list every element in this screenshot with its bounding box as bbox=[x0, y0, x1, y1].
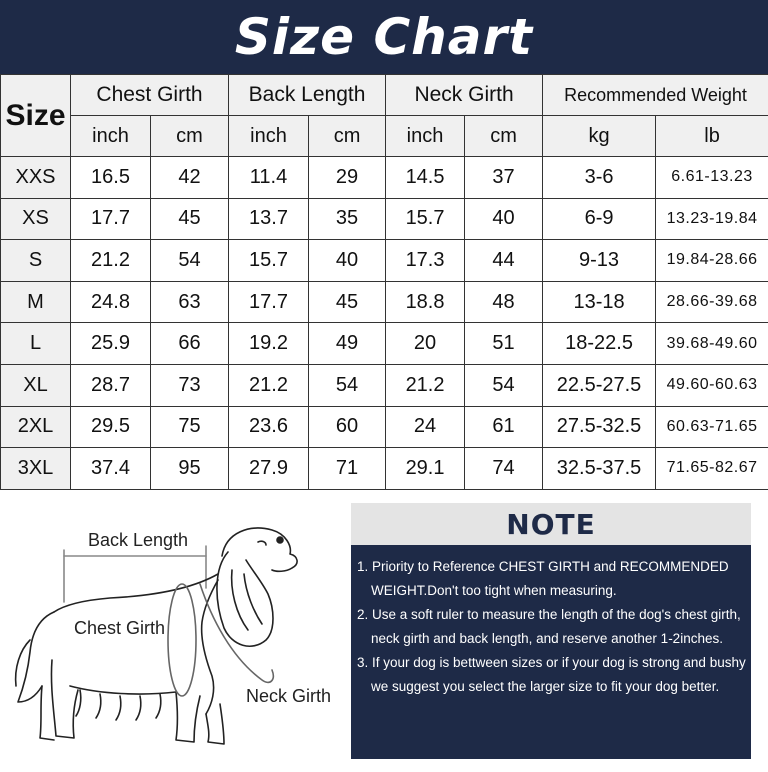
back-length-label: Back Length bbox=[88, 530, 188, 551]
table-cell: 45 bbox=[151, 198, 229, 240]
table-cell: 24 bbox=[386, 406, 465, 448]
table-cell: 17.7 bbox=[71, 198, 151, 240]
size-cell: 2XL bbox=[1, 406, 71, 448]
table-cell: 13.23-19.84 bbox=[656, 198, 768, 240]
table-cell: 18.8 bbox=[386, 281, 465, 323]
table-cell: 27.5-32.5 bbox=[543, 406, 656, 448]
size-cell: M bbox=[1, 281, 71, 323]
table-cell: 13.7 bbox=[229, 198, 309, 240]
table-cell: 9-13 bbox=[543, 240, 656, 282]
note-title: NOTE bbox=[351, 503, 751, 545]
table-cell: 44 bbox=[465, 240, 543, 282]
note-list bbox=[357, 555, 747, 699]
table-cell: 29.5 bbox=[71, 406, 151, 448]
table-cell: 29 bbox=[309, 157, 386, 199]
size-table bbox=[0, 74, 768, 490]
note-item: 3. If your dog is bettween sizes or if your dog is strong and bushy we suggest you select the larger size to fit your dog better. bbox=[357, 651, 747, 699]
unit-header: kg bbox=[543, 116, 656, 157]
table-cell: 21.2 bbox=[229, 364, 309, 406]
table-cell: 28.66-39.68 bbox=[656, 281, 768, 323]
table-cell: 29.1 bbox=[386, 448, 465, 490]
chest-girth-header: Chest Girth bbox=[71, 75, 229, 116]
size-cell: L bbox=[1, 323, 71, 365]
table-cell: 54 bbox=[151, 240, 229, 282]
table-cell: 17.3 bbox=[386, 240, 465, 282]
table-cell: 95 bbox=[151, 448, 229, 490]
size-cell: S bbox=[1, 240, 71, 282]
table-cell: 48 bbox=[465, 281, 543, 323]
dog-measurement-diagram bbox=[0, 490, 350, 768]
table-cell: 28.7 bbox=[71, 364, 151, 406]
table-cell: 45 bbox=[309, 281, 386, 323]
table-row bbox=[1, 240, 768, 282]
table-cell: 23.6 bbox=[229, 406, 309, 448]
table-cell: 39.68-49.60 bbox=[656, 323, 768, 365]
unit-header: inch bbox=[229, 116, 309, 157]
table-cell: 15.7 bbox=[229, 240, 309, 282]
size-cell: XL bbox=[1, 364, 71, 406]
unit-header: cm bbox=[151, 116, 229, 157]
table-cell: 60.63-71.65 bbox=[656, 406, 768, 448]
table-cell: 6.61-13.23 bbox=[656, 157, 768, 199]
table-cell: 74 bbox=[465, 448, 543, 490]
unit-header: cm bbox=[465, 116, 543, 157]
table-cell: 27.9 bbox=[229, 448, 309, 490]
table-cell: 73 bbox=[151, 364, 229, 406]
table-cell: 21.2 bbox=[71, 240, 151, 282]
table-cell: 13-18 bbox=[543, 281, 656, 323]
page-title: Size Chart bbox=[235, 8, 533, 66]
note-item: 2. Use a soft ruler to measure the length of the dog's chest girth, neck girth and back length, and reserve another 1-2inches. bbox=[357, 603, 747, 651]
table-cell: 3-6 bbox=[543, 157, 656, 199]
table-cell: 42 bbox=[151, 157, 229, 199]
table-row bbox=[1, 323, 768, 365]
table-row bbox=[1, 157, 768, 199]
table-cell: 19.84-28.66 bbox=[656, 240, 768, 282]
table-cell: 40 bbox=[465, 198, 543, 240]
table-cell: 16.5 bbox=[71, 157, 151, 199]
table-row bbox=[1, 448, 768, 490]
table-cell: 60 bbox=[309, 406, 386, 448]
title-banner bbox=[0, 0, 768, 74]
header-row-units bbox=[1, 116, 768, 157]
table-cell: 40 bbox=[309, 240, 386, 282]
table-cell: 24.8 bbox=[71, 281, 151, 323]
table-row bbox=[1, 198, 768, 240]
recommended-weight-header: Recommended Weight bbox=[543, 75, 768, 116]
table-row bbox=[1, 364, 768, 406]
table-cell: 63 bbox=[151, 281, 229, 323]
table-row bbox=[1, 406, 768, 448]
table-cell: 51 bbox=[465, 323, 543, 365]
table-cell: 54 bbox=[465, 364, 543, 406]
unit-header: cm bbox=[309, 116, 386, 157]
size-column-header: Size bbox=[1, 75, 71, 157]
size-cell: XXS bbox=[1, 157, 71, 199]
neck-girth-label: Neck Girth bbox=[246, 686, 331, 707]
table-cell: 35 bbox=[309, 198, 386, 240]
table-cell: 25.9 bbox=[71, 323, 151, 365]
note-item: 1. Priority to Reference CHEST GIRTH and RECOMMENDED WEIGHT.Don't too tight when measuring. bbox=[357, 555, 747, 603]
table-cell: 20 bbox=[386, 323, 465, 365]
table-cell: 15.7 bbox=[386, 198, 465, 240]
table-cell: 11.4 bbox=[229, 157, 309, 199]
table-cell: 75 bbox=[151, 406, 229, 448]
table-cell: 19.2 bbox=[229, 323, 309, 365]
unit-header: lb bbox=[656, 116, 768, 157]
back-length-header: Back Length bbox=[229, 75, 386, 116]
neck-girth-header: Neck Girth bbox=[386, 75, 543, 116]
note-panel bbox=[351, 503, 751, 759]
table-cell: 71 bbox=[309, 448, 386, 490]
table-cell: 37 bbox=[465, 157, 543, 199]
header-row-groups bbox=[1, 75, 768, 116]
table-cell: 37.4 bbox=[71, 448, 151, 490]
chest-girth-label: Chest Girth bbox=[74, 618, 165, 639]
size-cell: 3XL bbox=[1, 448, 71, 490]
table-row bbox=[1, 281, 768, 323]
table-cell: 14.5 bbox=[386, 157, 465, 199]
table-cell: 6-9 bbox=[543, 198, 656, 240]
unit-header: inch bbox=[386, 116, 465, 157]
table-cell: 71.65-82.67 bbox=[656, 448, 768, 490]
unit-header: inch bbox=[71, 116, 151, 157]
table-cell: 66 bbox=[151, 323, 229, 365]
table-cell: 54 bbox=[309, 364, 386, 406]
table-cell: 61 bbox=[465, 406, 543, 448]
table-cell: 32.5-37.5 bbox=[543, 448, 656, 490]
table-cell: 22.5-27.5 bbox=[543, 364, 656, 406]
table-cell: 49 bbox=[309, 323, 386, 365]
table-cell: 18-22.5 bbox=[543, 323, 656, 365]
size-cell: XS bbox=[1, 198, 71, 240]
table-cell: 17.7 bbox=[229, 281, 309, 323]
table-cell: 21.2 bbox=[386, 364, 465, 406]
table-cell: 49.60-60.63 bbox=[656, 364, 768, 406]
